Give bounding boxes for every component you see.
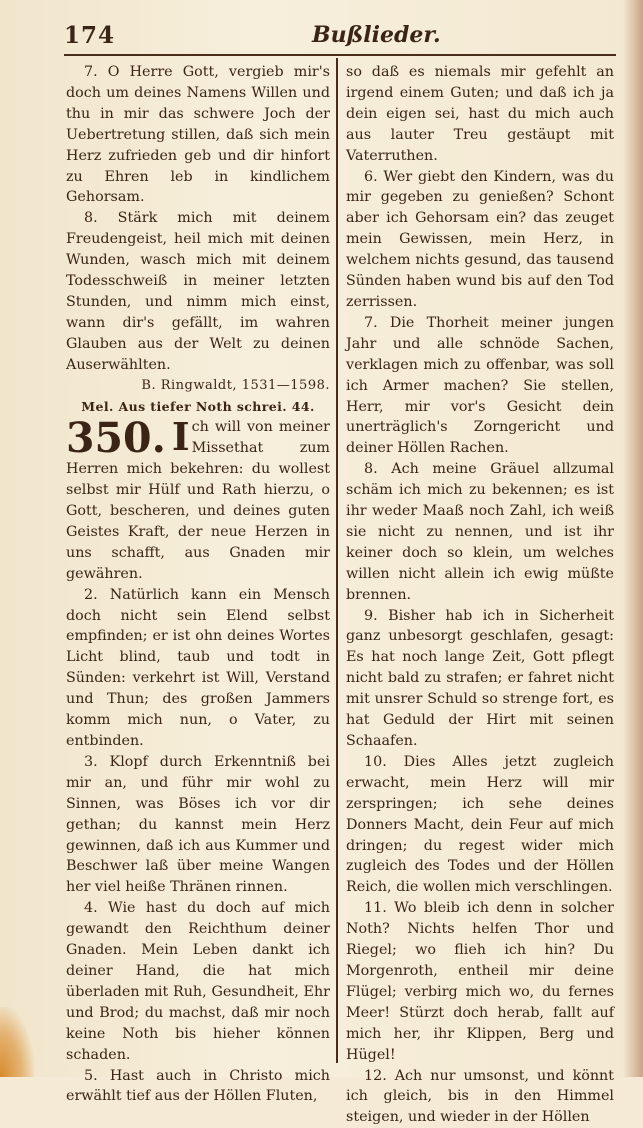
page-header bbox=[64, 22, 616, 52]
verse-12: 12. Ach nur umsonst, und könnt ich gleich, bis in den Himmel steigen, und wieder in der Höllen bbox=[346, 1066, 614, 1128]
header-rule bbox=[64, 54, 616, 56]
page-number: 174 bbox=[64, 22, 115, 49]
right-column bbox=[346, 62, 614, 1128]
verse-2: 2. Natürlich kann ein Mensch doch nicht sein Elend selbst empfinden; er ist ohn deines Wortes Licht blind, taub und todt in Sünden: verkehrt ist Will, Verstand und Thun; des großen Jammers komm mich nun, o Vater, zu entbinden. bbox=[66, 585, 330, 752]
melody-indication: Mel. Aus tiefer Noth schrei. 44. bbox=[66, 397, 330, 418]
verse-8-right: 8. Ach meine Gräuel allzumal schäm ich mich zu bekennen; es ist ihr weder Maaß noch Zahl, ich weiß sie nicht zu nennen, und ist ihr keiner doch so klein, um welches willen nicht allein ich ewig müßte brennen. bbox=[346, 459, 614, 605]
verse-11: 11. Wo bleib ich denn in solcher Noth? Nichts helfen Thor und Riegel; wo flieh ich hin? Du Morgenroth, entheil mir deine Flügel; verbirg mich wo, du fernes Meer! Stürzt doch herab, fallt auf mich her, ihr Klippen, Berg und Hügel! bbox=[346, 898, 614, 1065]
verse-6: 6. Wer giebt den Kindern, was du mir gegeben zu genießen? Schont aber ich Gehorsam ein? das zeuget mein Gewissen, mein Herz, in welchem nichts gesund, das tausend Sünden haben wund bis auf den Tod zerrissen. bbox=[346, 167, 614, 313]
corner-stain bbox=[0, 1007, 34, 1077]
page-edge-shadow bbox=[623, 0, 643, 1077]
verse-8: 8. Stärk mich mit deinem Freudengeist, heil mich mit deinen Wunden, wasch mich mit deinem Todesschweiß in meiner letzten Stunden, und nimm mich einst, wann dir's gefällt, im wahren Glauben aus der Welt zu deinen Auserwählten. bbox=[66, 208, 330, 375]
verse-4: 4. Wie hast du doch auf mich gewandt den Reichthum deiner Gnaden. Mein Leben dankt ich deiner Hand, die hat mich überladen mit Ruh, Gesundheit, Ehr und Brod; du machst, daß mir noch keine Noth bis hieher können schaden. bbox=[66, 898, 330, 1065]
verse-1-text: ch will von meiner Missethat zum Herren mich bekehren: du wollest selbst mir Hülf und Rath hierzu, o Gott, bescheren, und deines guten Geistes Kraft, der neue Herzen in uns schafft, aus Gnaden mir gewähren. bbox=[66, 419, 330, 581]
verse-5: 5. Hast auch in Christo mich erwählt tief aus der Höllen Fluten, bbox=[66, 1066, 330, 1108]
hymn-350-verse-1 bbox=[66, 417, 330, 584]
left-column bbox=[66, 62, 330, 1107]
verse-10: 10. Dies Alles jetzt zugleich erwacht, mein Herz will mir zerspringen; ich sehe deines Donners Macht, dein Feur auf mich dringen; du regest wider mich zugleich des Todes und der Höllen Reich, die wollen mich verschlingen. bbox=[346, 752, 614, 898]
verse-9: 9. Bisher hab ich in Sicherheit ganz unbesorgt geschlafen, gesagt: Es hat noch lange Zeit, Gott pflegt nicht bald zu strafen; er fahret nicht mit unsrer Schuld so strenge fort, es hat Geduld der Hirt mit seinen Schaafen. bbox=[346, 606, 614, 752]
column-divider bbox=[336, 58, 338, 1063]
author-byline: B. Ringwaldt, 1531—1598. bbox=[66, 376, 330, 397]
verse-7: 7. O Herre Gott, vergieb mir's doch um deines Namens Willen und thu in mir das schwere Joch der Uebertretung stillen, daß sich mein Herz zufrieden geb und dir hinfort zu Ehren leb in kindlichem Gehorsam. bbox=[66, 62, 330, 208]
running-head: Bußlieder. bbox=[312, 22, 441, 48]
verse-7-right: 7. Die Thorheit meiner jungen Jahr und alle schnöde Sachen, verklagen mich zu offenbar, was soll ich Armer machen? Sie stellen, Herr, mir vor's Gesicht dein unerträglich's Zorngericht und deiner Höllen Rachen. bbox=[346, 313, 614, 459]
verse-5-continued: so daß es niemals mir gefehlt an irgend einem Guten; und daß ich ja dein eigen sei, hast du mich auch aus lauter Treu gestäupt mit Vaterruthen. bbox=[346, 62, 614, 167]
verse-3: 3. Klopf durch Erkenntniß bei mir an, und führ mir wohl zu Sinnen, was Böses ich vor dir gethan; du kannst mein Herz gewinnen, daß ich aus Kummer und Beschwer laß über meine Wangen her viel heiße Thränen rinnen. bbox=[66, 752, 330, 898]
drop-cap: I bbox=[172, 419, 190, 455]
hymn-number: 350. bbox=[66, 419, 166, 457]
